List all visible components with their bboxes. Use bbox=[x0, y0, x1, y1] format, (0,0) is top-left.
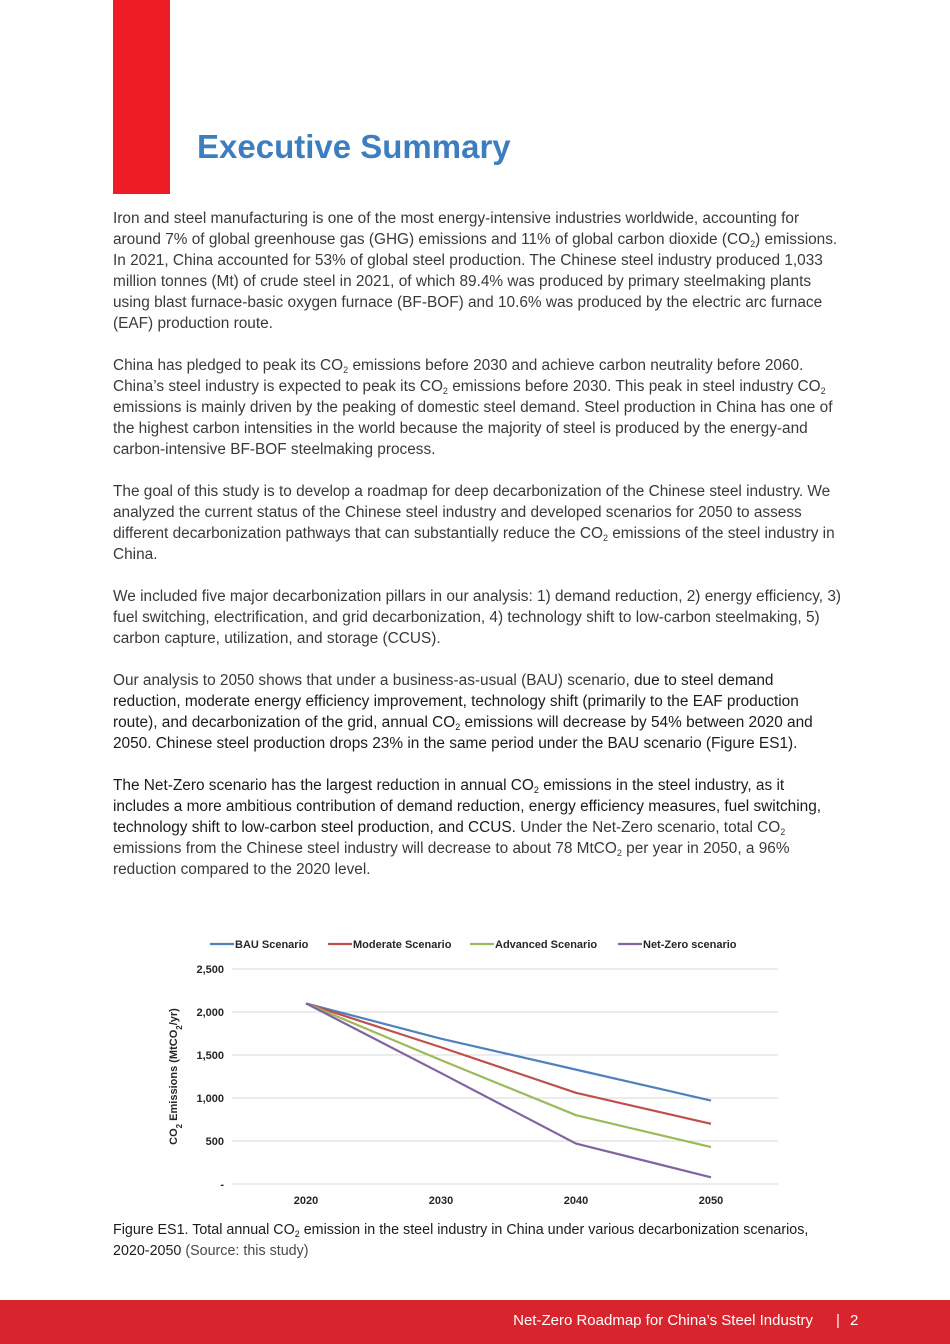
legend-label: Net-Zero scenario bbox=[643, 939, 737, 951]
paragraph-5-text-c: emissions will decrease by 54% between 2020 and 2050. Chinese steel production drops 23% in the same period under the BAU scenario (Figure ES1). bbox=[113, 714, 813, 752]
emissions-chart bbox=[160, 930, 790, 1215]
y-tick-label: 2,500 bbox=[196, 964, 224, 976]
paragraph-3-text-a: The goal of this study is to develop a roadmap for deep decarbonization of the Chinese steel industry. We analyzed the current status of the Chinese steel industry and developed scenarios for 2050 to assess different decarbonization pathways that can substantially reduce the CO bbox=[113, 483, 831, 542]
series-line bbox=[306, 1003, 711, 1100]
paragraph-3-text-b: emissions of the steel industry in China. bbox=[113, 525, 835, 563]
subscript: 2 bbox=[442, 386, 448, 396]
paragraph-2-text-a: China has pledged to peak its CO bbox=[113, 357, 344, 374]
paragraph-6-text-e: per year in 2050, a 96% reduction compared to the 2020 level. bbox=[113, 840, 790, 878]
y-axis-label-part: 2 bbox=[174, 1123, 184, 1129]
paragraph-6 bbox=[113, 775, 843, 880]
paragraph-1 bbox=[113, 208, 843, 334]
y-axis-label-part: Emissions (MtCO bbox=[168, 1029, 180, 1124]
x-tick-label: 2030 bbox=[428, 1195, 454, 1207]
paragraph-3 bbox=[113, 481, 843, 565]
y-axis-label-part: 2 bbox=[174, 1025, 184, 1030]
paragraph-1-text-b: ) emissions. In 2021, China accounted for 53% of global steel production. The Chinese steel industry produced 1,033 million tonnes (Mt) of crude steel in 2021, of which 89.4% was produced by primary steelmaking plants using blast furnace-basic oxygen furnace (BF-BOF) and 10.6% was produced by the electric arc furnace (EAF) production route. bbox=[113, 231, 838, 332]
paragraph-6-text-c: Under the Net-Zero scenario, total CO bbox=[515, 819, 781, 836]
y-tick-label: 2,000 bbox=[196, 1007, 224, 1019]
y-axis-label-part: /yr) bbox=[168, 1008, 180, 1026]
page-number: 2 bbox=[850, 1312, 859, 1329]
legend-label: Moderate Scenario bbox=[353, 939, 452, 951]
footer-bar bbox=[0, 1300, 950, 1344]
paragraph-6-text-b: emissions in the steel industry, as it includes a more ambitious contribution of demand reduction, energy efficiency measures, fuel switching, technology shift to low-carbon steel production, and CCUS. bbox=[113, 777, 822, 836]
subscript: 2 bbox=[820, 386, 826, 396]
figure-caption bbox=[113, 1220, 843, 1262]
y-tick-label: - bbox=[220, 1179, 224, 1191]
x-tick-label: 2050 bbox=[698, 1195, 724, 1207]
caption-text-b: emission in the steel industry in China under various decarbonization scenarios, 2020-2050 bbox=[113, 1222, 809, 1259]
paragraph-6-text-d: emissions from the Chinese steel industry will decrease to about 78 MtCO bbox=[113, 840, 617, 857]
subscript: 2 bbox=[750, 239, 756, 249]
x-tick-label: 2020 bbox=[293, 1195, 319, 1207]
subscript: 2 bbox=[294, 1229, 300, 1239]
subscript: 2 bbox=[455, 722, 461, 732]
x-tick-label: 2040 bbox=[563, 1195, 589, 1207]
subscript: 2 bbox=[343, 365, 349, 375]
subscript: 2 bbox=[602, 533, 608, 543]
paragraph-2-text-d: emissions is mainly driven by the peaking of domestic steel demand. Steel production in China has one of the highest carbon intensities in the world because the majority of steel is produced by the energy-and carbon-intensive BF-BOF steelmaking process. bbox=[113, 399, 833, 458]
subscript: 2 bbox=[780, 827, 786, 837]
red-accent-bar bbox=[113, 0, 170, 194]
footer-title: Net-Zero Roadmap for China’s Steel Industry bbox=[513, 1312, 813, 1329]
emissions-chart-svg bbox=[160, 930, 790, 1215]
y-tick-label: 1,500 bbox=[196, 1050, 224, 1062]
caption-text-a: Figure ES1. Total annual CO bbox=[113, 1222, 295, 1238]
series-line bbox=[306, 1003, 711, 1123]
y-axis-label-part: CO bbox=[168, 1128, 180, 1145]
body-text bbox=[113, 208, 843, 901]
paragraph-2-text-b: emissions before 2030 and achieve carbon neutrality before 2060. China’s steel industry is expected to peak its CO bbox=[113, 357, 804, 395]
y-axis-label bbox=[168, 1008, 184, 1145]
paragraph-2-text-c: emissions before 2030. This peak in steel industry CO bbox=[447, 378, 821, 395]
subscript: 2 bbox=[533, 785, 539, 795]
subscript: 2 bbox=[616, 848, 622, 858]
paragraph-6-text-a: The Net-Zero scenario has the largest reduction in annual CO bbox=[113, 777, 534, 794]
caption-source: (Source: this study) bbox=[181, 1243, 309, 1259]
y-tick-label: 500 bbox=[205, 1136, 224, 1148]
paragraph-5 bbox=[113, 670, 843, 754]
series-line bbox=[306, 1003, 711, 1147]
paragraph-4: We included five major decarbonization pillars in our analysis: 1) demand reduction, 2) energy efficiency, 3) fuel switching, electrification, and grid decarbonization, 4) technology shift to low-carbon steelmaking, 5) carbon capture, utilization, and storage (CCUS). bbox=[113, 588, 842, 647]
paragraph-2 bbox=[113, 355, 843, 460]
page-title: Executive Summary bbox=[197, 128, 511, 165]
paragraph-5-text-a: Our analysis to 2050 shows that under a business-as-usual (BAU) scenario bbox=[113, 672, 626, 689]
paragraph-1-text-a: Iron and steel manufacturing is one of the most energy-intensive industries worldwide, accounting for around 7% of global greenhouse gas (GHG) emissions and 11% of global carbon dioxide (CO bbox=[113, 210, 800, 248]
y-tick-label: 1,000 bbox=[196, 1093, 224, 1105]
footer-separator: | bbox=[836, 1312, 840, 1329]
legend-label: Advanced Scenario bbox=[495, 939, 598, 951]
legend-label: BAU Scenario bbox=[235, 939, 309, 951]
paragraph-5-text-b: , due to steel demand reduction, moderate energy efficiency improvement, technology shift (primarily to the EAF production route), and decarbonization of the grid, annual CO bbox=[113, 672, 799, 731]
